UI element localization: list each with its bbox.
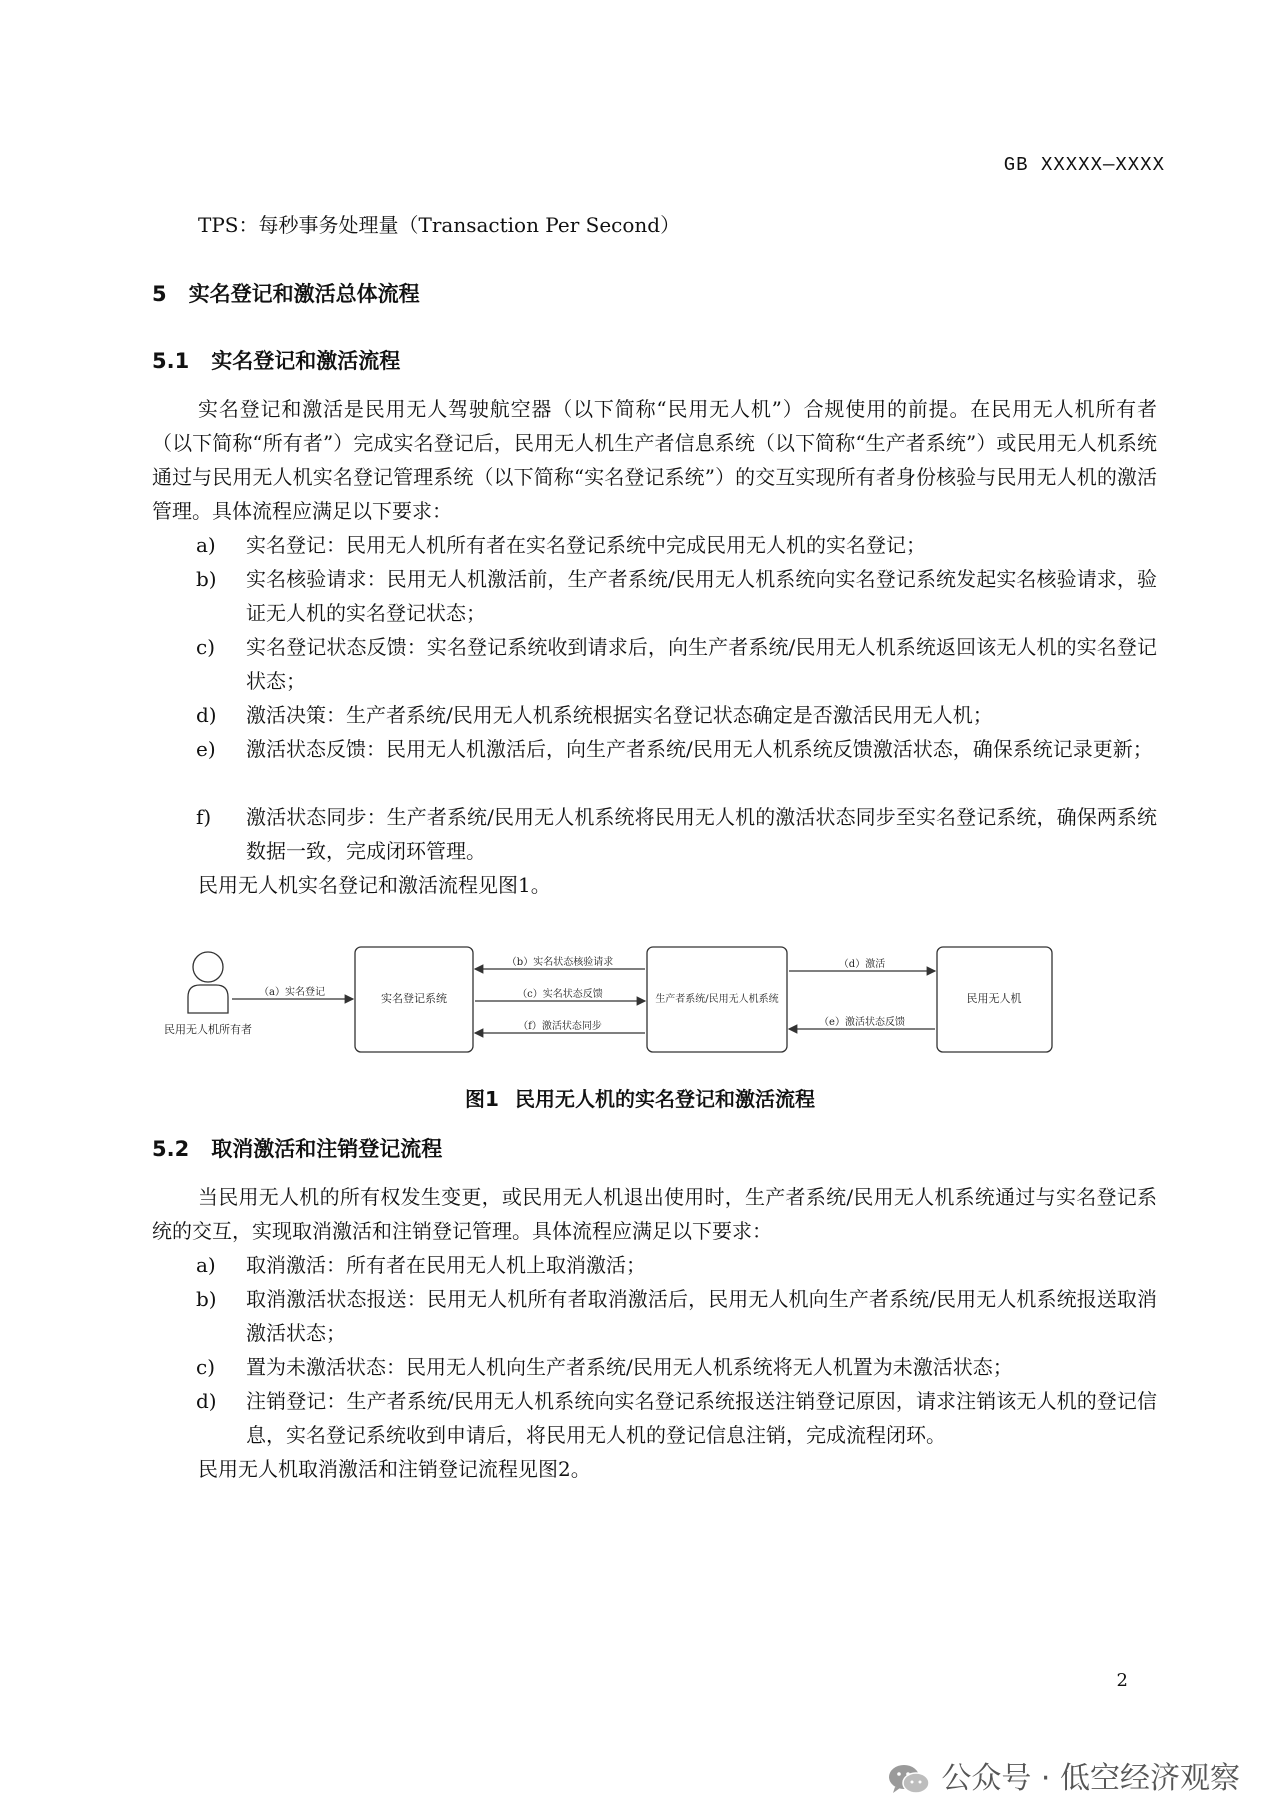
page-number: 2 bbox=[1116, 1670, 1128, 1691]
list-item-text: 激活决策：生产者系统/民用无人机系统根据实名登记状态确定是否激活民用无人机； bbox=[246, 703, 993, 727]
registration-system-label: 实名登记系统 bbox=[381, 992, 447, 1005]
list-item-text: 取消激活：所有者在民用无人机上取消激活； bbox=[246, 1253, 646, 1277]
list-item bbox=[196, 630, 1157, 698]
list-item bbox=[196, 732, 1157, 766]
list-item bbox=[196, 1350, 1157, 1384]
section-title: 实名登记和激活总体流程 bbox=[188, 282, 420, 306]
list-item bbox=[196, 528, 1157, 562]
owner-label: 民用无人机所有者 bbox=[164, 1023, 252, 1036]
list-item-text: 注销登记：生产者系统/民用无人机系统向实名登记系统报送注销登记原因，请求注销该无人机的登记信息，实名登记系统收到申请后，将民用无人机的登记信息注销，完成流程闭环。 bbox=[246, 1389, 1157, 1447]
section-5-1-intro: 实名登记和激活是民用无人驾驶航空器（以下简称“民用无人机”）合规使用的前提。在民用无人机所有者（以下简称“所有者”）完成实名登记后，民用无人机生产者信息系统（以下简称“生产者系统”）或民用无人机系统通过与民用无人机实名登记管理系统（以下简称“实名登记系统”）的交互实现所有者身份核验与民用无人机的激活管理。具体流程应满足以下要求： bbox=[152, 397, 1157, 523]
section-5-2-heading bbox=[152, 1133, 442, 1163]
list-marker: d) bbox=[196, 1389, 217, 1413]
standard-code: GB XXXXX—XXXX bbox=[1003, 154, 1165, 176]
watermark bbox=[887, 1753, 1240, 1797]
list-item-text: 激活状态反馈：民用无人机激活后，向生产者系统/民用无人机系统反馈激活状态，确保系统记录更新； bbox=[246, 737, 1153, 761]
person-icon bbox=[188, 952, 228, 1013]
section-number: 5 bbox=[152, 282, 167, 306]
section-title: 实名登记和激活流程 bbox=[211, 349, 401, 373]
list-marker: a) bbox=[196, 1253, 216, 1277]
list-marker: b) bbox=[196, 567, 217, 591]
arrow-d-label: （d）激活 bbox=[838, 959, 886, 970]
uav-label: 民用无人机 bbox=[966, 992, 1022, 1005]
list-item bbox=[196, 1248, 1157, 1282]
wechat-icon bbox=[887, 1763, 931, 1797]
list-item-text: 实名核验请求：民用无人机激活前，生产者系统/民用无人机系统向实名登记系统发起实名核验请求，验证无人机的实名登记状态； bbox=[246, 567, 1157, 625]
list-item bbox=[196, 562, 1157, 630]
section-5-2-intro: 当民用无人机的所有权发生变更，或民用无人机退出使用时，生产者系统/民用无人机系统通过与实名登记系统的交互，实现取消激活和注销登记管理。具体流程应满足以下要求： bbox=[152, 1185, 1157, 1243]
list-item bbox=[196, 698, 1157, 732]
list-item-text: 取消激活状态报送：民用无人机所有者取消激活后，民用无人机向生产者系统/民用无人机系统报送取消激活状态； bbox=[246, 1287, 1157, 1345]
list-marker: e) bbox=[196, 737, 216, 761]
list-item-text: 实名登记：民用无人机所有者在实名登记系统中完成民用无人机的实名登记； bbox=[246, 533, 926, 557]
list-marker: c) bbox=[196, 1355, 216, 1379]
list-item bbox=[196, 1282, 1157, 1350]
arrow-b-label: （b）实名状态核验请求 bbox=[506, 957, 614, 968]
abbreviation-tps: TPS：每秒事务处理量（Transaction Per Second） bbox=[198, 213, 681, 237]
figure-1-diagram bbox=[150, 935, 1160, 1065]
arrow-f-label: （f）激活状态同步 bbox=[518, 1021, 602, 1032]
section-5-1-heading bbox=[152, 345, 400, 375]
list-item bbox=[196, 800, 1157, 868]
figure-1-caption bbox=[0, 1083, 1280, 1112]
section-number: 5.1 bbox=[152, 349, 190, 373]
list-marker: a) bbox=[196, 533, 216, 557]
list-marker: b) bbox=[196, 1287, 217, 1311]
arrow-c-label: （c）实名状态反馈 bbox=[517, 989, 603, 1000]
figure-1-reference: 民用无人机实名登记和激活流程见图1。 bbox=[198, 873, 551, 897]
arrow-e-label: （e）激活状态反馈 bbox=[819, 1017, 905, 1028]
section-title: 取消激活和注销登记流程 bbox=[211, 1137, 443, 1161]
list-item-text: 置为未激活状态：民用无人机向生产者系统/民用无人机系统将无人机置为未激活状态； bbox=[246, 1355, 1013, 1379]
list-item-text: 实名登记状态反馈：实名登记系统收到请求后，向生产者系统/民用无人机系统返回该无人机的实名登记状态； bbox=[246, 635, 1157, 693]
caption-number: 图1 bbox=[465, 1087, 499, 1111]
watermark-text: 公众号 · 低空经济观察 bbox=[941, 1761, 1240, 1796]
figure-2-reference: 民用无人机取消激活和注销登记流程见图2。 bbox=[198, 1457, 591, 1481]
list-marker: f) bbox=[196, 805, 212, 829]
arrow-a-label: （a）实名登记 bbox=[259, 987, 325, 998]
list-item bbox=[196, 1384, 1157, 1452]
caption-title: 民用无人机的实名登记和激活流程 bbox=[514, 1087, 815, 1111]
section-number: 5.2 bbox=[152, 1137, 190, 1161]
list-marker: c) bbox=[196, 635, 216, 659]
list-marker: d) bbox=[196, 703, 217, 727]
section-5-heading bbox=[152, 278, 420, 308]
producer-system-label: 生产者系统/民用无人机系统 bbox=[655, 994, 779, 1005]
list-item-text: 激活状态同步：生产者系统/民用无人机系统将民用无人机的激活状态同步至实名登记系统，确保两系统数据一致，完成闭环管理。 bbox=[246, 805, 1157, 863]
